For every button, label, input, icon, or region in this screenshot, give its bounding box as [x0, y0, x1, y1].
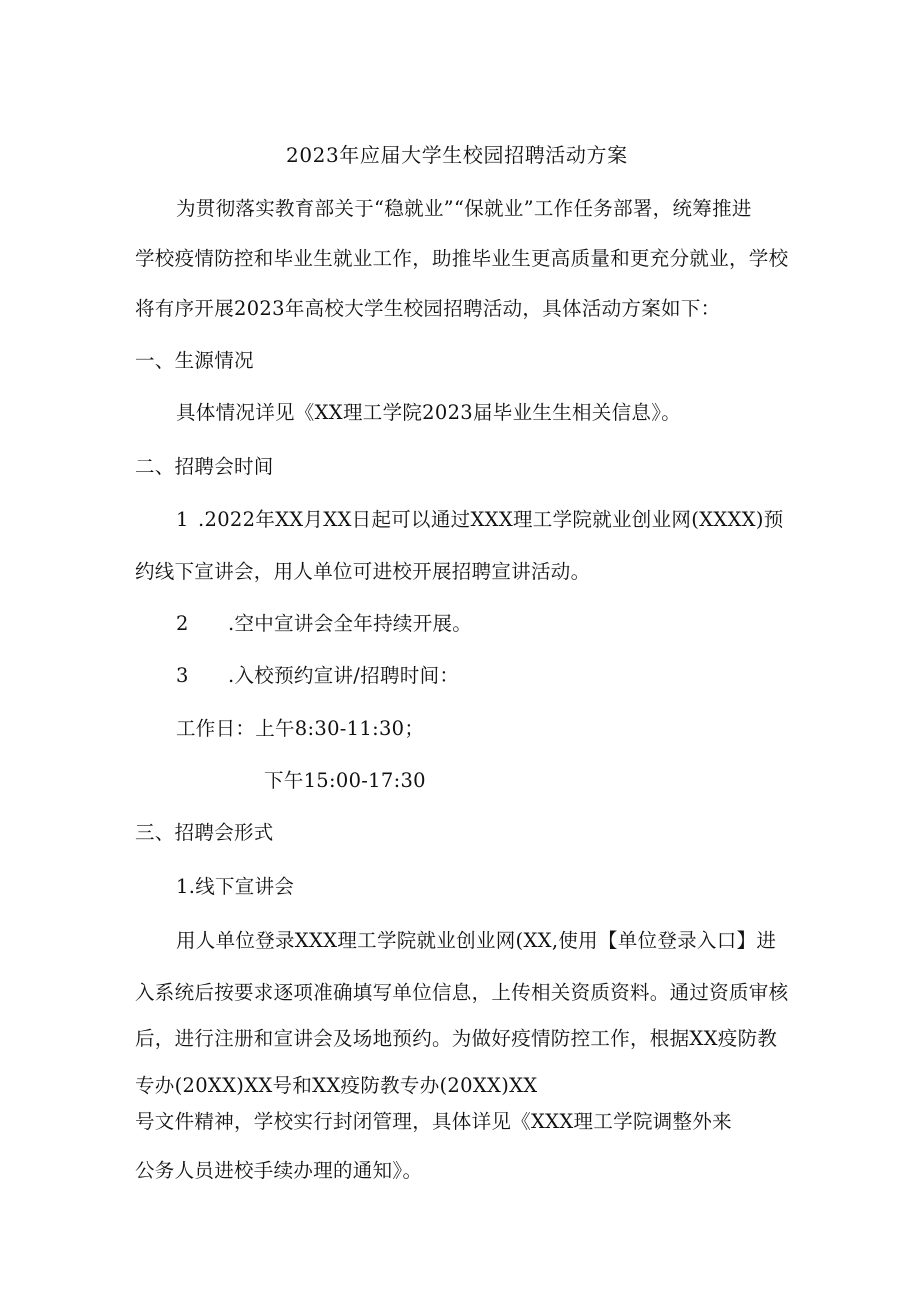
- section-2-item-3-text: .入校预约宣讲/招聘时间：: [228, 664, 460, 687]
- intro-line-1: 为贯彻落实教育部关于“稳就业”“保就业”工作任务部署，统筹推进: [176, 197, 752, 220]
- section-1-body: 具体情况详见《XX理工学院2023届毕业生生相关信息》。: [176, 401, 682, 424]
- section-3-body-line-3: 后，进行注册和宣讲会及场地预约。为做好疫情防控工作，根据XX疫防教: [135, 1027, 778, 1050]
- section-2-item-2-text: .空中宣讲会全年持续开展。: [228, 612, 473, 635]
- section-1-heading: 一、生源情况: [135, 349, 254, 372]
- section-2-item-3-num: 3: [176, 664, 189, 687]
- intro-line-2: 学校疫情防控和毕业生就业工作，助推毕业生更高质量和更充分就业，学校: [135, 247, 789, 270]
- section-3-body-line-5: 号文件精神，学校实行封闭管理，具体详见《XXX理工学院调整外来: [135, 1110, 732, 1133]
- section-2-item-1-line-2: 约线下宣讲会，用人单位可进校开展招聘宣讲活动。: [135, 560, 591, 583]
- section-3-body-line-2: 入系统后按要求逐项准确填写单位信息，上传相关资质资料。通过资质审核: [135, 981, 789, 1004]
- section-2-heading: 二、招聘会时间: [135, 455, 274, 478]
- workday-morning-hours: 工作日：上午8:30-11:30；: [176, 717, 425, 740]
- section-2-item-2-num: 2: [176, 612, 189, 635]
- section-3-body-line-1: 用人单位登录XXX理工学院就业创业网(XX,使用【单位登录入口】进: [176, 929, 777, 952]
- section-3-item-1: 1.线下宣讲会: [176, 875, 295, 898]
- intro-line-3: 将有序开展2023年高校大学生校园招聘活动，具体活动方案如下：: [135, 297, 721, 320]
- section-3-heading: 三、招聘会形式: [135, 821, 274, 844]
- section-2-item-1-line-1: .2022年XX月XX日起可以通过XXX理工学院就业创业网(XXXX)预: [198, 508, 784, 531]
- document-title: 2023年应届大学生校园招聘活动方案: [286, 143, 628, 167]
- workday-afternoon-hours: 下午15:00-17:30: [264, 769, 426, 792]
- section-2-item-1-num: 1: [176, 508, 189, 531]
- section-3-body-line-4: 专办(20XX)XX号和XX疫防教专办(20XX)XX: [135, 1074, 538, 1097]
- section-3-body-line-6: 公务人员进校手续办理的通知》。: [135, 1159, 423, 1182]
